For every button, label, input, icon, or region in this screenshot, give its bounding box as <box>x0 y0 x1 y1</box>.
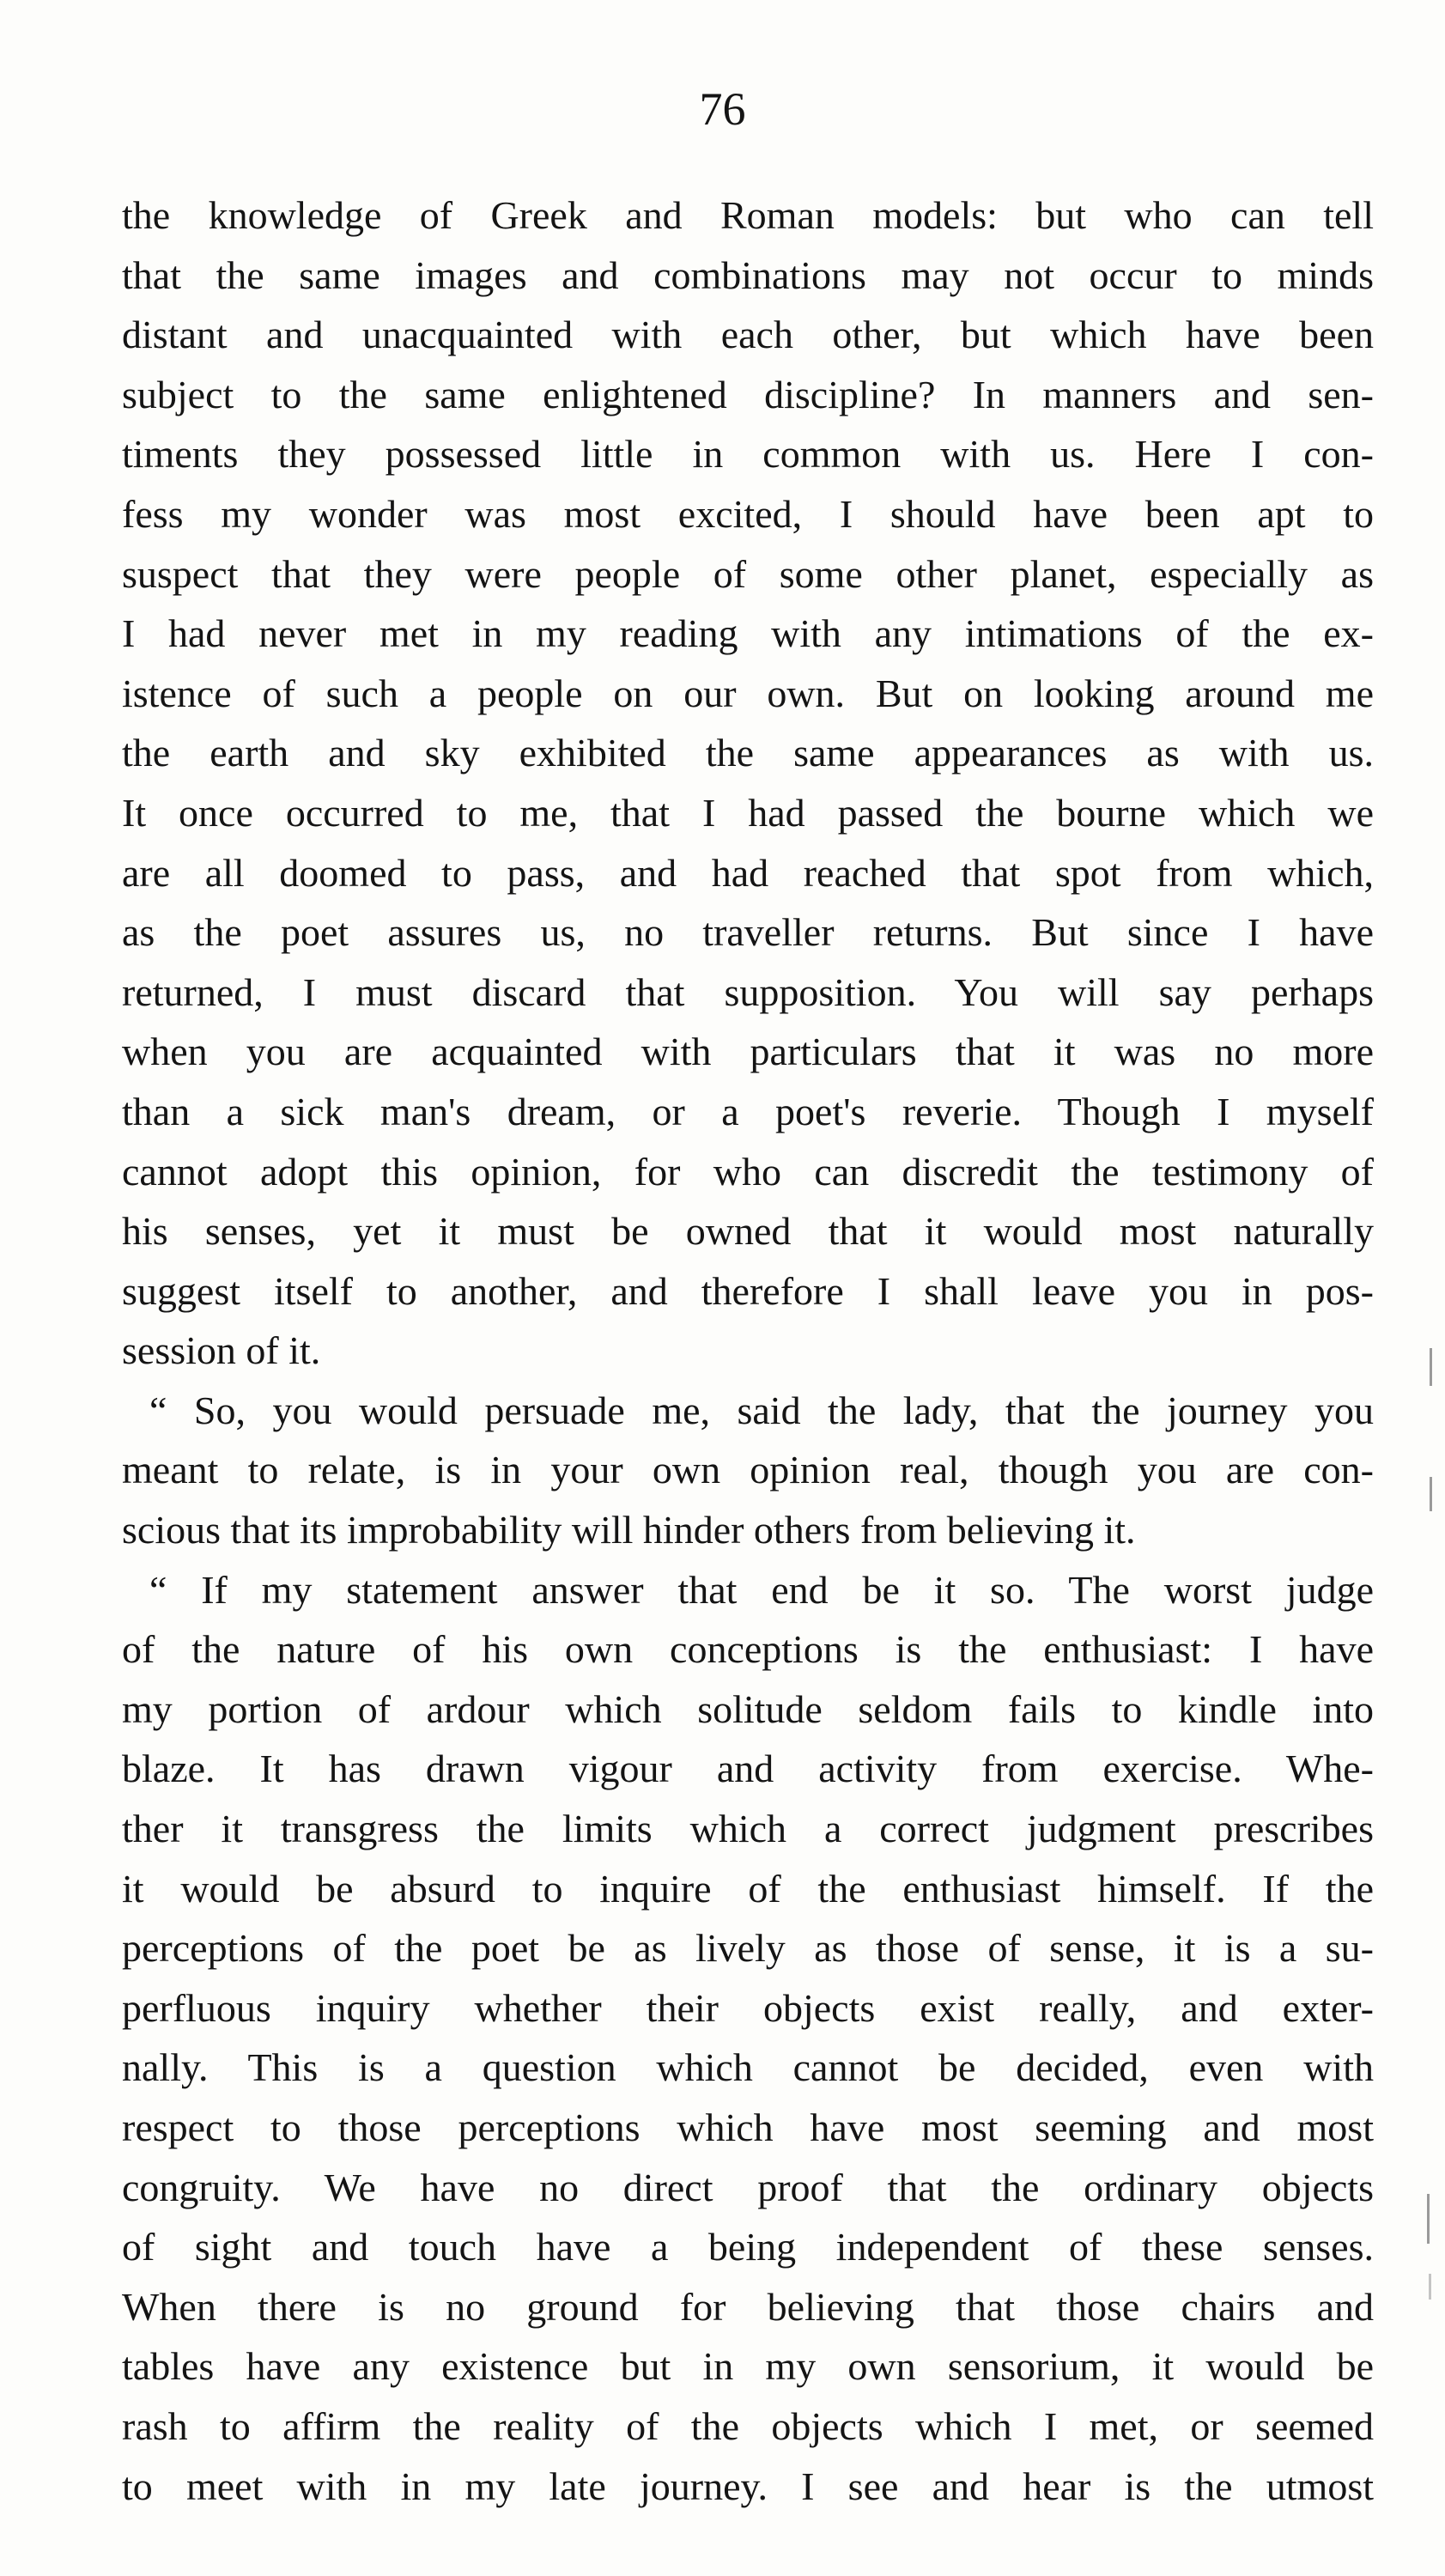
text-line: istence of such a people on our own. But on looking around me <box>122 671 1374 715</box>
text-line: meant to relate, is in your own opinion real, though you are con- <box>122 1448 1374 1492</box>
text-line: cannot adopt this opinion, for who can discredit the testimony of <box>122 1149 1374 1194</box>
text-line: distant and unacquainted with each other, but which have been <box>122 313 1374 357</box>
body-text <box>122 185 1374 2516</box>
text-line: returned, I must discard that supposition. You will say perhaps <box>122 969 1374 1014</box>
text-line: tables have any existence but in my own sensorium, it would be <box>122 2344 1374 2389</box>
text-line: subject to the same enlightened discipline? In manners and sen- <box>122 372 1374 416</box>
text-line: the earth and sky exhibited the same appearances as with us. <box>122 731 1374 775</box>
text-line: perceptions of the poet be as lively as those of sense, it is a su- <box>122 1926 1374 1971</box>
text-line: suspect that they were people of some other planet, especially as <box>122 551 1374 596</box>
text-line: “ If my statement answer that end be it so. The worst judge <box>149 1567 1374 1612</box>
text-line: perfluous inquiry whether their objects exist really, and exter- <box>122 1985 1374 2030</box>
text-line: scious that its improbability will hinder others from believing it. <box>122 1508 1136 1552</box>
text-line: than a sick man's dream, or a poet's reverie. Though I myself <box>122 1089 1374 1133</box>
text-line: nally. This is a question which cannot be decided, even with <box>122 2045 1374 2090</box>
text-line: when you are acquainted with particulars that it was no more <box>122 1030 1374 1074</box>
text-line: timents they possessed little in common with us. Here I con- <box>122 432 1374 477</box>
margin-scan-mark <box>1427 2194 1430 2244</box>
text-line: fess my wonder was most excited, I should have been apt to <box>122 491 1374 536</box>
text-line: ther it transgress the limits which a correct judgment prescribes <box>122 1807 1374 1851</box>
text-line: my portion of ardour which solitude seldom fails to kindle into <box>122 1686 1374 1731</box>
text-line: are all doomed to pass, and had reached that spot from which, <box>122 850 1374 895</box>
text-line: it would be absurd to inquire of the enthusiast himself. If the <box>122 1866 1374 1911</box>
text-line: I had never met in my reading with any intimations of the ex- <box>122 611 1374 656</box>
text-line: “ So, you would persuade me, said the lady, that the journey you <box>149 1388 1374 1432</box>
text-line: of the nature of his own conceptions is the enthusiast: I have <box>122 1627 1374 1672</box>
text-line: his senses, yet it must be owned that it would most naturally <box>122 1209 1374 1254</box>
text-line: that the same images and combinations may not occur to minds <box>122 252 1374 297</box>
text-line: of sight and touch have a being independent of these senses. <box>122 2225 1374 2269</box>
page-number: 76 <box>699 83 746 135</box>
text-line: to meet with in my late journey. I see and hear is the utmost <box>122 2464 1374 2508</box>
text-line: blaze. It has drawn vigour and activity from exercise. Whe- <box>122 1747 1374 1791</box>
text-line: rash to affirm the reality of the objects which I met, or seemed <box>122 2403 1374 2448</box>
margin-scan-mark <box>1430 1477 1432 1511</box>
margin-scan-mark <box>1430 1348 1432 1386</box>
text-line: congruity. We have no direct proof that the ordinary objects <box>122 2165 1374 2209</box>
text-line: the knowledge of Greek and Roman models: but who can tell <box>122 193 1374 237</box>
text-line: suggest itself to another, and therefore I shall leave you in pos- <box>122 1268 1374 1313</box>
text-line: as the poet assures us, no traveller returns. But since I have <box>122 910 1374 955</box>
text-line: It once occurred to me, that I had passed the bourne which we <box>122 790 1374 835</box>
margin-scan-mark <box>1429 2274 1431 2300</box>
text-line: respect to those perceptions which have most seeming and most <box>122 2105 1374 2149</box>
text-line: When there is no ground for believing that those chairs and <box>122 2284 1374 2329</box>
text-line: session of it. <box>122 1328 321 1373</box>
